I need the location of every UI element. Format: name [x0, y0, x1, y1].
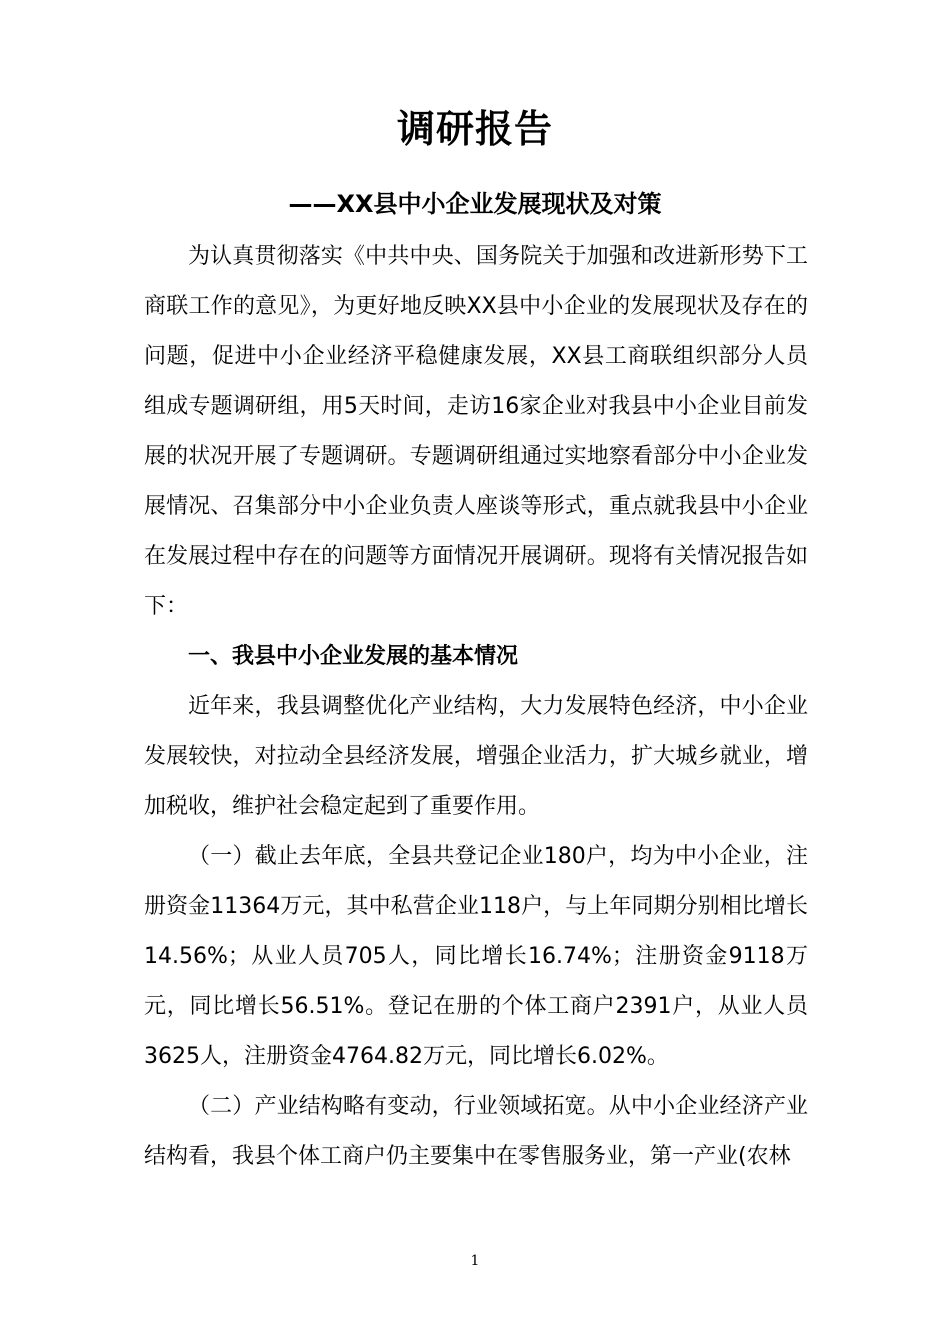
section-heading: 一、我县中小企业发展的基本情况 — [188, 644, 519, 669]
document-subtitle: ——XX县中小企业发展现状及对策 — [288, 190, 662, 218]
body-paragraph: （二）产业结构略有变动，行业领域拓宽。从中小企业经济产业结构看，我县个体工商户仍主要集中在零售服务业，第一产业(农林 — [144, 1094, 808, 1169]
intro-paragraph: 为认真贯彻落实《中共中央、国务院关于加强和改进新形势下工商联工作的意见》，为更好地反映XX县中小企业的发展现状及存在的问题，促进中小企业经济平稳健康发展，XX县工商联组织部分人员组成专题调研组，用5天时间，走访16家企业对我县中小企业目前发展的状况开展了专题调研。专题调研组通过实地察看部分中小企业发展情况、召集部分中小企业负责人座谈等形式，重点就我县中小企业在发展过程中存在的问题等方面情况开展调研。现将有关情况报告如下： — [144, 244, 808, 619]
document-title: 调研报告 — [396, 107, 553, 151]
page-number: 1 — [470, 1253, 480, 1269]
document-body — [144, 232, 808, 1182]
body-paragraph: （一）截止去年底，全县共登记企业180户，均为中小企业，注册资金11364万元，其中私营企业118户，与上年同期分别相比增长14.56%；从业人员705人，同比增长16.74%；注册资金9118万元，同比增长56.51%。登记在册的个体工商户2391户，从业人员3625人，注册资金4764.82万元，同比增长6.02%。 — [144, 844, 808, 1069]
body-paragraph: 近年来，我县调整优化产业结构，大力发展特色经济，中小企业发展较快，对拉动全县经济发展，增强企业活力，扩大城乡就业，增加税收，维护社会稳定起到了重要作用。 — [144, 694, 808, 819]
